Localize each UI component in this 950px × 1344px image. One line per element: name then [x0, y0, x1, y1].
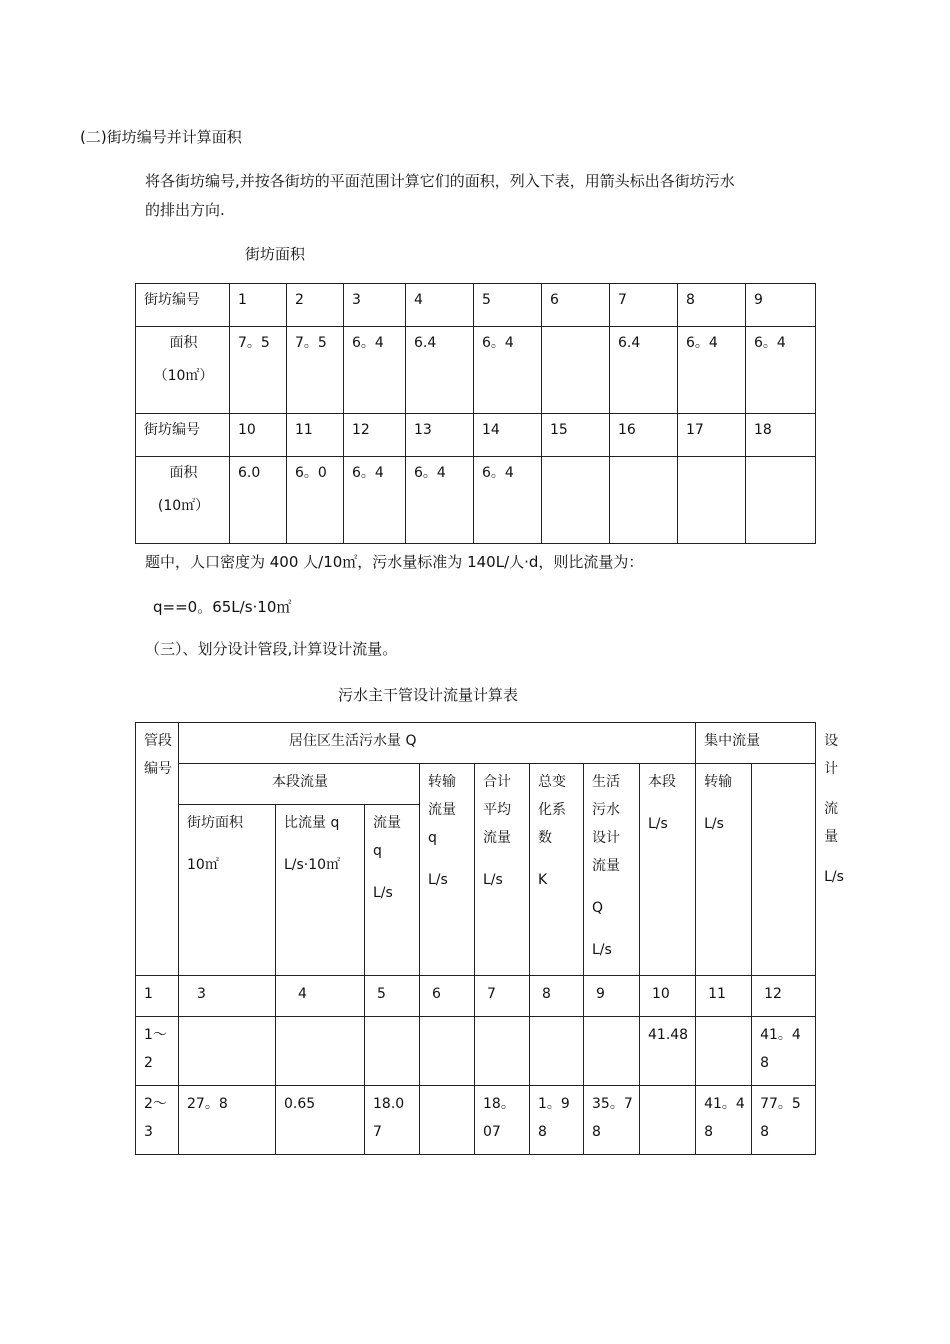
table-cell: 18 [746, 414, 816, 457]
table-cell: 6。4 [344, 327, 406, 414]
table-cell: 1～2 [136, 1017, 179, 1086]
header-line: 数 [538, 830, 552, 846]
table2-title: 污水主干管设计流量计算表 [338, 686, 519, 704]
design-flow-table [135, 722, 844, 1155]
header-line: 比流量 q [284, 815, 340, 831]
header-specific-rate [276, 805, 365, 976]
header-row [136, 764, 816, 805]
table-cell: 7。5 [230, 327, 287, 414]
header-line: 本段 [648, 774, 676, 790]
table-cell [584, 1017, 640, 1086]
table-cell [276, 1017, 365, 1086]
header-living-design-flow [584, 764, 640, 976]
table-cell: 77。58 [752, 1086, 816, 1155]
header-conc-local [640, 764, 696, 976]
table-row [136, 284, 816, 327]
table-cell [542, 457, 610, 544]
header-line: 设计 [592, 830, 620, 846]
table-cell: 8 [678, 284, 746, 327]
table-cell: 9 [746, 284, 816, 327]
header-line: 污水 [592, 802, 620, 818]
table-cell: 15 [542, 414, 610, 457]
paragraph-line-1: 将各街坊编号,并按各街坊的平面范围计算它们的面积，列入下表，用箭头标出各街坊污水 [145, 172, 735, 190]
header-line: 生活 [592, 774, 620, 790]
header-line: 总变 [538, 774, 566, 790]
table-cell: 6.4 [406, 327, 474, 414]
table-cell: 6。4 [406, 457, 474, 544]
table-cell: 11 [696, 976, 752, 1017]
paragraph-line-2: 的排出方向. [145, 201, 225, 219]
table1-title: 街坊面积 [245, 245, 306, 263]
table-cell: 9 [584, 976, 640, 1017]
header-line: L/s [373, 885, 393, 901]
table-row [136, 1086, 816, 1155]
header-transfer-flow [420, 764, 475, 976]
header-resident-flow: 居住区生活污水量 Q [179, 723, 696, 764]
header-local-flow: 本段流量 [179, 764, 420, 805]
header-line: 平均 [483, 802, 511, 818]
table-row [136, 457, 816, 544]
table-cell: 12 [752, 976, 816, 1017]
table-cell: 3 [179, 976, 276, 1017]
table-cell: 6。4 [746, 327, 816, 414]
table-cell: 6.0 [230, 457, 287, 544]
header-line: 流量 [373, 815, 401, 831]
block-area-table [135, 283, 816, 544]
table-cell: 6。4 [678, 327, 746, 414]
table-cell [678, 457, 746, 544]
header-line: L/s [592, 942, 612, 958]
table-cell: 41。48 [696, 1086, 752, 1155]
header-line: Q [592, 900, 604, 916]
table-cell: 41。48 [752, 1017, 816, 1086]
table-cell: 5 [365, 976, 420, 1017]
area-unit: (10㎡） [157, 498, 210, 514]
row-label [136, 457, 230, 544]
table-cell [542, 327, 610, 414]
header-line: L/s [428, 872, 448, 888]
area-unit: （10㎡） [153, 368, 214, 384]
table-cell [365, 1017, 420, 1086]
header-line: 流量 [483, 830, 511, 846]
header-concentrated-flow: 集中流量 [696, 723, 816, 764]
table-row [136, 414, 816, 457]
header-line: L/s [483, 872, 503, 888]
table-cell [179, 1017, 276, 1086]
table-cell: 7 [610, 284, 678, 327]
table-cell: 10 [230, 414, 287, 457]
row-label: 街坊编号 [136, 414, 230, 457]
header-line: q [373, 843, 382, 859]
table-cell: 1 [136, 976, 179, 1017]
table-cell [475, 1017, 530, 1086]
column-number-row [136, 976, 816, 1017]
table-cell: 6。4 [474, 327, 542, 414]
header-row: 管段编号 居住区生活污水量 Q 集中流量 设计 流量 L/s [136, 723, 816, 764]
table-cell: 6。4 [344, 457, 406, 544]
header-pipe-segment: 管段编号 [136, 723, 179, 976]
table-cell: 1。98 [530, 1086, 584, 1155]
table-row [136, 1017, 816, 1086]
table-cell: 6 [542, 284, 610, 327]
table-cell: 13 [406, 414, 474, 457]
row-label [136, 327, 230, 414]
header-line: 街坊面积 [187, 815, 243, 831]
header-line: L/s·10㎡ [284, 857, 341, 873]
header-line: 转输 [704, 774, 733, 790]
table-cell: 4 [276, 976, 365, 1017]
table-cell: 1 [230, 284, 287, 327]
paragraph-density: 题中，人口密度为 400 人/10㎡，污水量标准为 140L/人·d，则比流量为： [145, 553, 644, 571]
table-cell: 6。4 [474, 457, 542, 544]
table-cell [420, 1086, 475, 1155]
table-cell: 12 [344, 414, 406, 457]
table-cell: 10 [640, 976, 696, 1017]
table-cell: 7 [475, 976, 530, 1017]
table-cell: 5 [474, 284, 542, 327]
table-cell: 2～3 [136, 1086, 179, 1155]
table-cell: 35。78 [584, 1086, 640, 1155]
header-block-area [179, 805, 276, 976]
table-cell [530, 1017, 584, 1086]
header-line: 转输 [428, 774, 456, 790]
table-cell: 3 [344, 284, 406, 327]
table-cell: 18。07 [475, 1086, 530, 1155]
table-cell [610, 457, 678, 544]
table-cell: 6 [420, 976, 475, 1017]
table-cell: 2 [287, 284, 344, 327]
header-line: 化系 [538, 802, 566, 818]
header-flow [365, 805, 420, 976]
table-row [136, 327, 816, 414]
table-cell: 6.4 [610, 327, 678, 414]
table-cell: 4 [406, 284, 474, 327]
header-line: 流量 [592, 858, 620, 874]
table-cell: 8 [530, 976, 584, 1017]
header-variation-coefficient [530, 764, 584, 976]
table-cell: 0.65 [276, 1086, 365, 1155]
table-cell: 16 [610, 414, 678, 457]
table-cell: 11 [287, 414, 344, 457]
table-cell: 14 [474, 414, 542, 457]
table-cell [640, 1086, 696, 1155]
header-line: L/s [648, 816, 668, 832]
table-cell: 6。0 [287, 457, 344, 544]
table-cell [696, 1017, 752, 1086]
section2-heading: (二)街坊编号并计算面积 [80, 128, 242, 146]
header-line: L/s [704, 816, 724, 832]
formula: q==0。65L/s·10㎡ [153, 598, 292, 616]
table-cell: 18.07 [365, 1086, 420, 1155]
table-cell: 17 [678, 414, 746, 457]
area-label: 面积 [169, 465, 198, 481]
header-line: 10㎡ [187, 857, 219, 873]
row-label: 街坊编号 [136, 284, 230, 327]
header-line: K [538, 872, 548, 888]
header-conc-transfer [696, 764, 752, 976]
table-cell: 41.48 [640, 1017, 696, 1086]
header-line: 流量 [428, 802, 456, 818]
header-total-average [475, 764, 530, 976]
table-cell [420, 1017, 475, 1086]
header-line: 合计 [483, 774, 511, 790]
table-cell [746, 457, 816, 544]
table-cell: 27。8 [179, 1086, 276, 1155]
table-cell: 7。5 [287, 327, 344, 414]
section3-heading: （三）、划分设计管段,计算设计流量。 [145, 640, 398, 658]
area-label: 面积 [169, 335, 198, 351]
header-line: q [428, 830, 437, 846]
